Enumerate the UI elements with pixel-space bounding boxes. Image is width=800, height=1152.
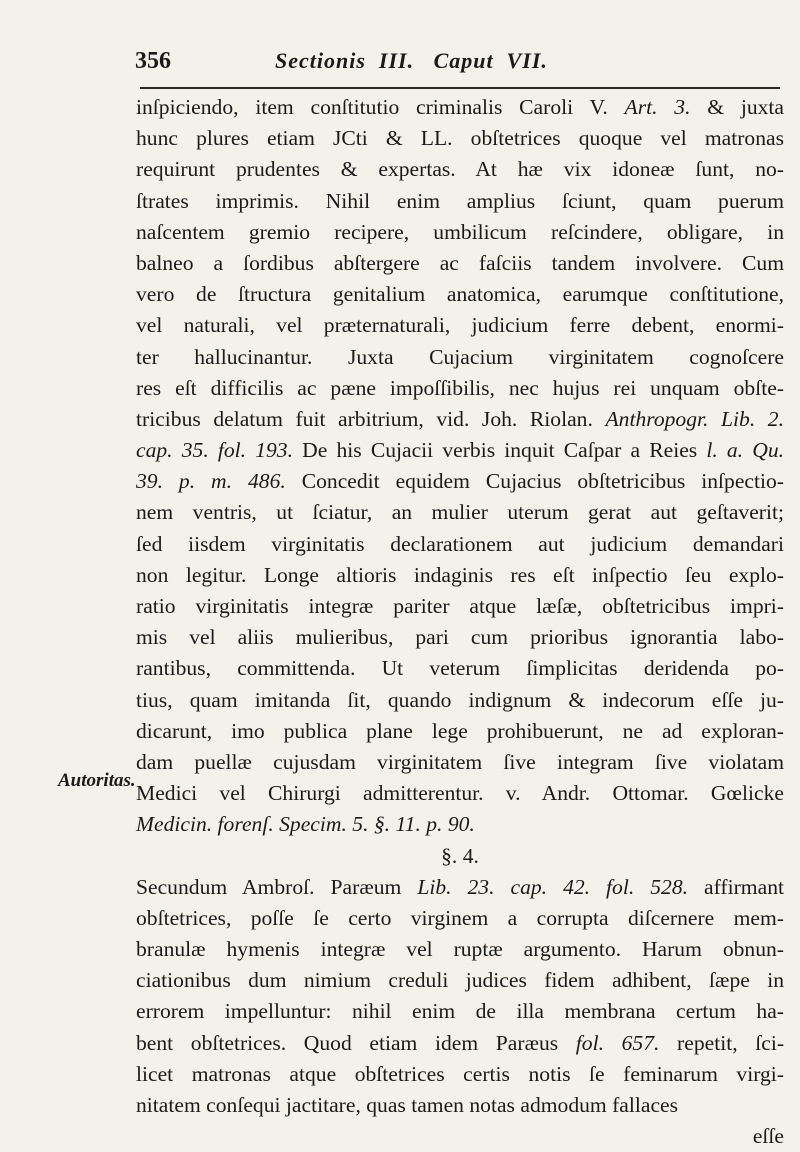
text-line [136, 92, 784, 123]
text-line [136, 996, 784, 1027]
citation-italic: Lib. 23. cap. 42. fol. 528. [417, 874, 689, 899]
text-span: ter hallucinantur. Juxta Cujacium virginitatem cognoſcere [136, 344, 784, 369]
text-line [136, 186, 784, 217]
citation-italic: Anthropogr. Lib. 2. [605, 406, 784, 431]
text-line [136, 404, 784, 435]
text-span: §. 4. [441, 843, 479, 868]
running-head: Sectionis III. Caput VII. [275, 48, 548, 73]
text-line [136, 747, 784, 778]
text-line [136, 373, 784, 404]
page-number: 356 [135, 48, 171, 74]
text-span: Concedit equidem Cujacius obſtetricibus inſpectio- [285, 469, 784, 494]
text-span: vel naturali, vel præternaturali, judicium ferre debent, enormi- [136, 313, 784, 338]
text-span: vero de ſtructura genitalium anatomica, earumque conſtitutione, [136, 282, 784, 307]
text-line [136, 497, 784, 528]
text-line [136, 248, 784, 279]
text-line [136, 310, 784, 341]
text-span: non legitur. Longe altioris indaginis res eſt inſpectio ſeu explo- [136, 562, 784, 587]
text-line [136, 560, 784, 591]
text-line [136, 685, 784, 716]
text-line [136, 529, 784, 560]
text-line [136, 1090, 784, 1121]
text-span: requirunt prudentes & expertas. At hæ vix idoneæ ſunt, no- [136, 157, 784, 182]
text-span: obſtetrices, poſſe ſe certo virginem a corrupta diſcernere mem- [136, 905, 784, 930]
text-span: Medici vel Chirurgi admitterentur. v. Andr. Ottomar. Gœlicke [136, 781, 784, 806]
text-span: inſpiciendo, item conſtitutio criminalis Caroli V. [136, 95, 625, 119]
citation-italic: Art. 3. [624, 95, 691, 119]
text-line [136, 1121, 784, 1152]
text-span: branulæ hymenis integræ vel ruptæ argumento. Harum obnun- [136, 937, 784, 962]
text-line [136, 591, 784, 622]
citation-italic: fol. 657. [575, 1030, 660, 1055]
text-span: repetit, ſci- [659, 1030, 785, 1055]
text-line [136, 154, 784, 185]
citation-italic: cap. 35. fol. 193. [136, 438, 293, 463]
page-header [135, 48, 780, 88]
text-line [136, 872, 784, 903]
text-line [136, 653, 784, 684]
text-span: De his Cujacii verbis inquit Caſpar a Reies [293, 438, 707, 463]
text-span: dam puellæ cujusdam virginitatem ſive integram ſive violatam [136, 749, 784, 774]
text-line [136, 123, 784, 154]
text-line [136, 809, 784, 840]
text-span: naſcentem gremio recipere, umbilicum reſcindere, obligare, in [136, 219, 784, 244]
body-text [136, 92, 784, 1152]
text-span: dicarunt, imo publica plane lege prohibuerunt, ne ad exploran- [136, 718, 784, 743]
text-line [136, 778, 784, 809]
text-line [136, 841, 784, 872]
text-line [136, 622, 784, 653]
text-span: bent obſtetrices. Quod etiam idem Paræus [136, 1030, 576, 1055]
text-span: ſed iisdem virginitatis declarationem aut judicium demandari [136, 531, 784, 556]
text-line [136, 903, 784, 934]
text-line [136, 279, 784, 310]
text-line [136, 217, 784, 248]
text-line [136, 466, 784, 497]
text-span: balneo a ſordibus abſtergere ac faſciis tandem involvere. Cum [136, 250, 784, 275]
text-line [136, 716, 784, 747]
text-span: Secundum Ambroſ. Paræum [136, 874, 418, 899]
text-line [136, 1059, 784, 1090]
margin-note-autoritas: Autoritas. [58, 770, 136, 791]
text-span: tius, quam imitanda ſit, quando indignum & indecorum eſſe ju- [136, 687, 784, 712]
text-span: nitatem conſequi jactitare, quas tamen notas admodum fallaces [136, 1093, 679, 1117]
header-rule [140, 87, 780, 89]
text-span: hunc plures etiam JCti & LL. obſtetrices quoque vel matronas [136, 126, 784, 151]
citation-italic: l. a. Qu. [706, 438, 785, 463]
text-span: res eſt difficilis ac pæne impoſſibilis, nec hujus rei unquam obſte- [136, 375, 784, 400]
text-span: nem ventris, ut ſciatur, an mulier uterum gerat aut geſtaverit; [136, 500, 784, 525]
text-span: ciationibus dum nimium creduli judices fidem adhibent, ſæpe in [136, 968, 784, 993]
text-span: ratio virginitatis integræ pariter atque læſæ, obſtetricibus impri- [136, 594, 784, 618]
text-line [136, 965, 784, 996]
text-span: affirmant [688, 874, 784, 899]
text-span: errorem impelluntur: nihil enim de illa membrana certum ha- [136, 999, 784, 1024]
citation-italic: 39. p. m. 486. [136, 469, 286, 494]
text-span: rantibus, committenda. Ut veterum ſimplicitas deridenda po- [136, 656, 784, 681]
text-line [136, 342, 784, 373]
citation-italic: Medicin. forenſ. Specim. 5. §. 11. p. 90. [136, 812, 475, 837]
text-line [136, 1028, 784, 1059]
text-span: mis vel aliis mulieribus, pari cum prioribus ignorantia labo- [136, 625, 784, 650]
text-span: ſtrates imprimis. Nihil enim amplius ſciunt, quam puerum [136, 188, 784, 213]
text-span: eſſe [752, 1124, 784, 1149]
text-span: & juxta [690, 95, 784, 119]
text-span: tricibus delatum fuit arbitrium, vid. Joh. Riolan. [136, 406, 606, 431]
text-span: licet matronas atque obſtetrices certis notis ſe feminarum virgi- [136, 1061, 784, 1086]
text-line [136, 435, 784, 466]
text-line [136, 934, 784, 965]
